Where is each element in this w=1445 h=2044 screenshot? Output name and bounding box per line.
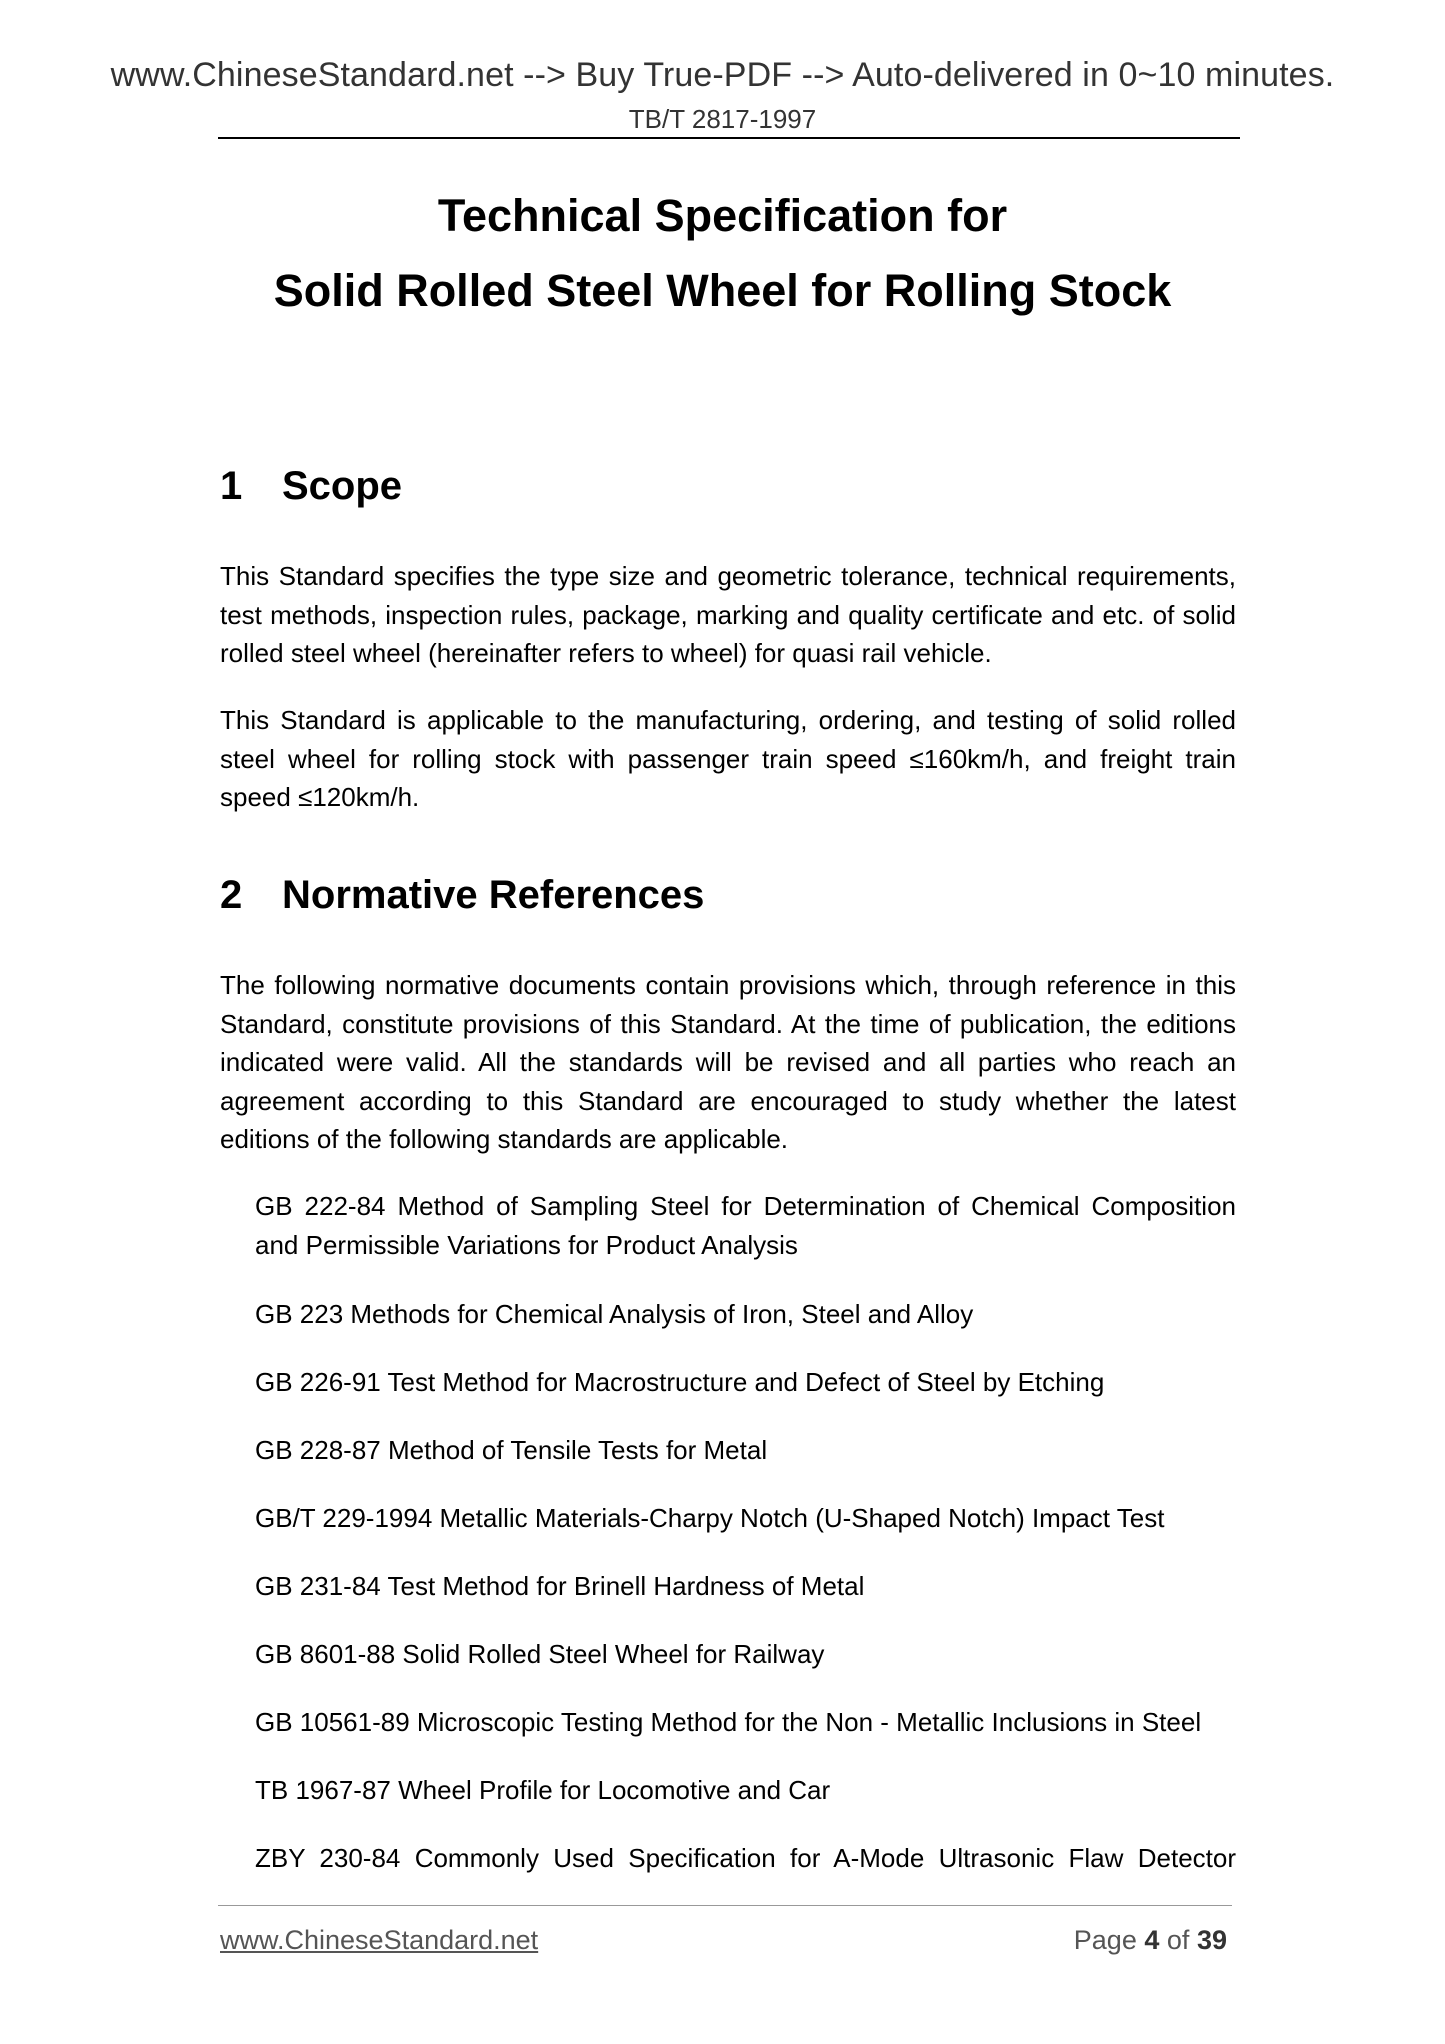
footer-divider: [218, 1905, 1232, 1906]
reference-item: GB 10561-89 Microscopic Testing Method for the Non - Metallic Inclusions in Steel: [255, 1707, 1202, 1737]
section-number: 1: [220, 464, 243, 508]
reference-item: GB 226-91 Test Method for Macrostructure and Defect of Steel by Etching: [255, 1367, 1105, 1397]
footer-site-link[interactable]: www.ChineseStandard.net: [220, 1925, 539, 1955]
scope-paragraph-1: This Standard specifies the type size and geometric tolerance, technical requirements, test methods, inspection rules, package, marking and quality certificate and etc. of solid rolled steel wheel (hereinafter refers to wheel) for quasi rail vehicle.: [220, 561, 1236, 668]
reference-item: TB 1967-87 Wheel Profile for Locomotive and Car: [255, 1775, 831, 1805]
section-heading-normative-references: [220, 873, 704, 918]
page-prefix: Page: [1073, 1925, 1137, 1955]
section-number: 2: [220, 873, 243, 917]
page-total: 39: [1196, 1925, 1227, 1955]
page-current: 4: [1144, 1925, 1160, 1955]
scope-paragraph-2: This Standard is applicable to the manufacturing, ordering, and testing of solid rolled steel wheel for rolling stock with passenger train speed ≤160km/h, and freight train speed ≤120km/h.: [220, 705, 1236, 812]
reference-item: ZBY 230-84 Commonly Used Specification for A-Mode Ultrasonic Flaw Detector: [255, 1843, 1236, 1873]
reference-item: GB 228-87 Method of Tensile Tests for Metal: [255, 1435, 768, 1465]
document-code: TB/T 2817-1997: [628, 104, 817, 134]
page-of: of: [1166, 1925, 1190, 1955]
title-line-2: Solid Rolled Steel Wheel for Rolling Stock: [273, 265, 1172, 316]
reference-item: GB 8601-88 Solid Rolled Steel Wheel for Railway: [255, 1639, 825, 1669]
section-title: Scope: [282, 464, 403, 508]
reference-item: GB 231-84 Test Method for Brinell Hardness of Metal: [255, 1571, 865, 1601]
header-divider: [218, 137, 1240, 139]
section-heading-scope: [220, 464, 402, 509]
title-line-1: Technical Specification for: [437, 190, 1008, 241]
page-indicator: [1074, 1925, 1227, 1956]
references-intro-paragraph: The following normative documents contain provisions which, through reference in this Standard, constitute provisions of this Standard. At the time of publication, the editions indicated were valid. All the standards will be revised and all parties who reach an agreement according to this Standard are encouraged to study whether the latest editions of the following standards are applicable.: [220, 970, 1236, 1154]
header-banner: www.ChineseStandard.net --> Buy True-PDF --> Auto-delivered in 0~10 minutes.: [110, 56, 1335, 94]
reference-item: GB 223 Methods for Chemical Analysis of Iron, Steel and Alloy: [255, 1299, 974, 1329]
reference-item: GB/T 229-1994 Metallic Materials-Charpy Notch (U-Shaped Notch) Impact Test: [255, 1503, 1165, 1533]
reference-item: GB 222-84 Method of Sampling Steel for Determination of Chemical Composition and Permissible Variations for Product Analysis: [255, 1191, 1236, 1260]
section-title: Normative References: [282, 873, 705, 917]
